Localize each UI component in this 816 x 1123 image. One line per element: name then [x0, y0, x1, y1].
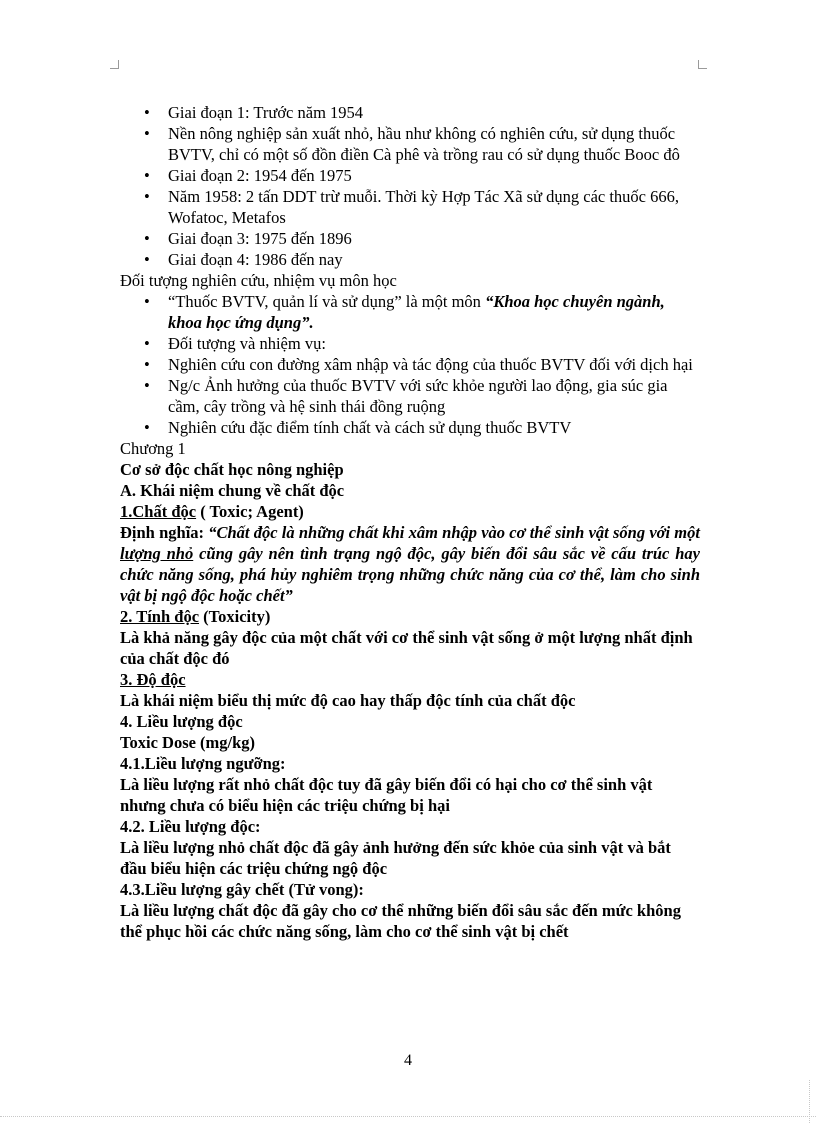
degree-body: Là khái niệm biểu thị mức độ cao hay thấp độc tính của chất độc — [120, 691, 576, 710]
definition-text-2: cũng gây nên tình trạng ngộ độc, gây biến đổi sâu sắc về cấu trúc hay chức năng sống, phá hủy nghiêm trọng những chức năng của cơ thể, làm cho sinh vật bị ngộ độc hoặc chết” — [120, 544, 700, 605]
heading-toxic — [120, 501, 700, 522]
heading-toxic-rest: ( Toxic; Agent) — [196, 502, 304, 521]
section-heading-object: Đối tượng nghiên cứu, nhiệm vụ môn học — [120, 271, 397, 290]
list-item: • Năm 1958: 2 tấn DDT trừ muỗi. Thời kỳ Hợp Tác Xã sử dụng các thuốc 666, Wofatoc, Metafos — [120, 186, 700, 228]
toxicity-body: Là khả năng gây độc của một chất với cơ thể sinh vật sống ở một lượng nhất định của chất độc đó — [120, 628, 693, 668]
chapter-title: Cơ sở độc chất học nông nghiệp — [120, 460, 344, 479]
list-item: • Nền nông nghiệp sản xuất nhỏ, hầu như không có nghiên cứu, sử dụng thuốc BVTV, chỉ có một số đồn điền Cà phê và trồng rau có sử dụng thuốc Booc đô — [120, 123, 700, 165]
section-a-heading: A. Khái niệm chung về chất độc — [120, 481, 345, 500]
crop-mark-top-right — [698, 60, 707, 69]
list-item-course — [120, 291, 700, 333]
list-item: • Giai đoạn 2: 1954 đến 1975 — [120, 165, 700, 186]
heading-dose: 4. Liều lượng độc — [120, 712, 243, 731]
list-item: • Nghiên cứu đặc điểm tính chất và cách sử dụng thuốc BVTV — [120, 417, 700, 438]
heading-lethal-dose: 4.3.Liều lượng gây chết (Tử vong): — [120, 880, 364, 899]
threshold-body: Là liều lượng rất nhỏ chất độc tuy đã gây biến đổi có hại cho cơ thể sinh vật nhưng chưa có biểu hiện các triệu chứng bị hại — [120, 775, 653, 815]
history-list — [120, 102, 700, 270]
list-item: • Giai đoạn 1: Trước năm 1954 — [120, 102, 700, 123]
toxic-dose-body: Là liều lượng nhỏ chất độc đã gây ảnh hưởng đến sức khỏe của sinh vật và bắt đầu biểu hiện các triệu chứng ngộ độc — [120, 838, 671, 878]
page-number: 4 — [404, 1052, 412, 1069]
page-edge-bottom — [0, 1116, 816, 1117]
definition-paragraph — [120, 522, 700, 606]
definition-label: Định nghĩa: — [120, 523, 209, 542]
course-emphasis: “Khoa học chuyên ngành, khoa học ứng dụng”. — [168, 292, 665, 332]
dose-subtitle: Toxic Dose (mg/kg) — [120, 733, 256, 752]
lethal-dose-body: Là liều lượng chất độc đã gây cho cơ thể những biến đổi sâu sắc đến mức không thể phục hồi các chức năng sống, làm cho cơ thể sinh vật bị chết — [120, 901, 681, 941]
heading-toxicity-label: 2. Tính độc — [120, 607, 200, 626]
definition-text-1: “Chất độc là những chất khi xâm nhập vào cơ thể sinh vật sống với một — [208, 523, 700, 542]
heading-degree — [120, 669, 700, 690]
heading-threshold: 4.1.Liều lượng ngưỡng: — [120, 754, 286, 773]
list-item: • Nghiên cứu con đường xâm nhập và tác động của thuốc BVTV đối với dịch hại — [120, 354, 700, 375]
heading-degree-label: 3. Độ độc — [120, 670, 186, 689]
chapter-label: Chương 1 — [120, 439, 186, 458]
document-body — [120, 102, 700, 942]
list-item: • Ng/c Ảnh hưởng của thuốc BVTV với sức khỏe người lao động, gia súc gia cầm, cây trồng và hệ sinh thái đồng ruộng — [120, 375, 700, 417]
object-list — [120, 291, 700, 438]
heading-toxicity-rest: (Toxicity) — [199, 607, 271, 626]
crop-mark-top-left — [110, 60, 119, 69]
page-edge-right — [809, 1080, 810, 1123]
list-item: • Giai đoạn 4: 1986 đến nay — [120, 249, 700, 270]
course-text: “Thuốc BVTV, quản lí và sử dụng” là một môn — [168, 292, 486, 311]
list-item: • Giai đoạn 3: 1975 đến 1896 — [120, 228, 700, 249]
heading-toxicity — [120, 606, 700, 627]
list-item: • Đối tượng và nhiệm vụ: — [120, 333, 700, 354]
definition-underlined: lượng nhỏ — [120, 544, 194, 563]
heading-toxic-label: 1.Chất độc — [120, 502, 197, 521]
heading-toxic-dose: 4.2. Liều lượng độc: — [120, 817, 261, 836]
